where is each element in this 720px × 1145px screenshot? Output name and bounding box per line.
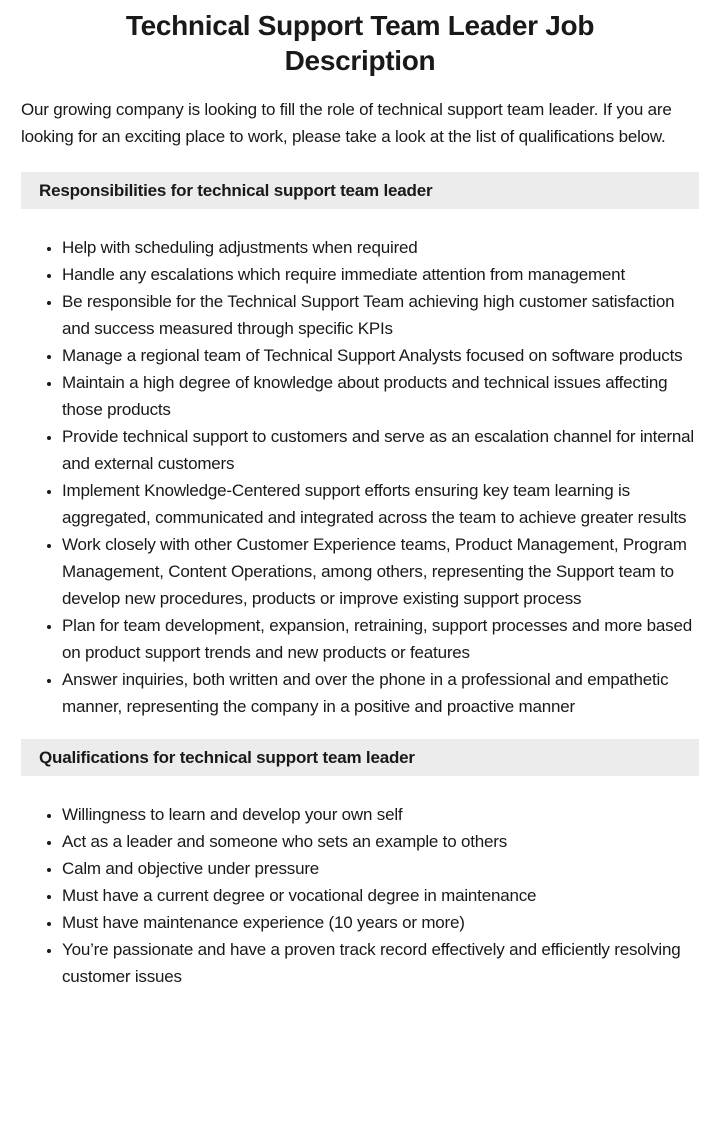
list-item: • Act as a leader and someone who sets an example to others <box>62 828 699 855</box>
list-item: • Answer inquiries, both written and over the phone in a professional and empathetic manner, representing the company in a positive and proactive manner <box>62 666 699 720</box>
list-item: • You’re passionate and have a proven track record effectively and efficiently resolving customer issues <box>62 936 699 990</box>
list-item: • Be responsible for the Technical Support Team achieving high customer satisfaction and success measured through specific KPIs <box>62 288 699 342</box>
list-item: • Plan for team development, expansion, retraining, support processes and more based on product support trends and new products or features <box>62 612 699 666</box>
list-item: • Willingness to learn and develop your own self <box>62 801 699 828</box>
list-item: • Provide technical support to customers and serve as an escalation channel for internal and external customers <box>62 423 699 477</box>
list-item: • Handle any escalations which require immediate attention from management <box>62 261 699 288</box>
list-item: • Manage a regional team of Technical Support Analysts focused on software products <box>62 342 699 369</box>
section-heading-qualifications: Qualifications for technical support team leader <box>21 739 699 776</box>
bullet-list-qualifications <box>21 801 699 990</box>
list-item: • Help with scheduling adjustments when required <box>62 234 699 261</box>
list-item: • Maintain a high degree of knowledge about products and technical issues affecting those products <box>62 369 699 423</box>
list-item: • Implement Knowledge-Centered support efforts ensuring key team learning is aggregated, communicated and integrated across the team to achieve greater results <box>62 477 699 531</box>
section-heading-responsibilities: Responsibilities for technical support team leader <box>21 172 699 209</box>
list-item: • Work closely with other Customer Experience teams, Product Management, Program Management, Content Operations, among others, representing the Support team to develop new procedures, products or improve existing support process <box>62 531 699 612</box>
list-item: • Must have a current degree or vocational degree in maintenance <box>62 882 699 909</box>
bullet-list-responsibilities <box>21 234 699 720</box>
section-qualifications <box>21 739 699 990</box>
intro-paragraph: Our growing company is looking to fill the role of technical support team leader. If you are looking for an exciting place to work, please take a look at the list of qualifications below. <box>21 100 672 146</box>
list-item: • Calm and objective under pressure <box>62 855 699 882</box>
list-item: • Must have maintenance experience (10 years or more) <box>62 909 699 936</box>
page-title: Technical Support Team Leader Job Description <box>125 10 595 76</box>
section-responsibilities <box>21 172 699 720</box>
